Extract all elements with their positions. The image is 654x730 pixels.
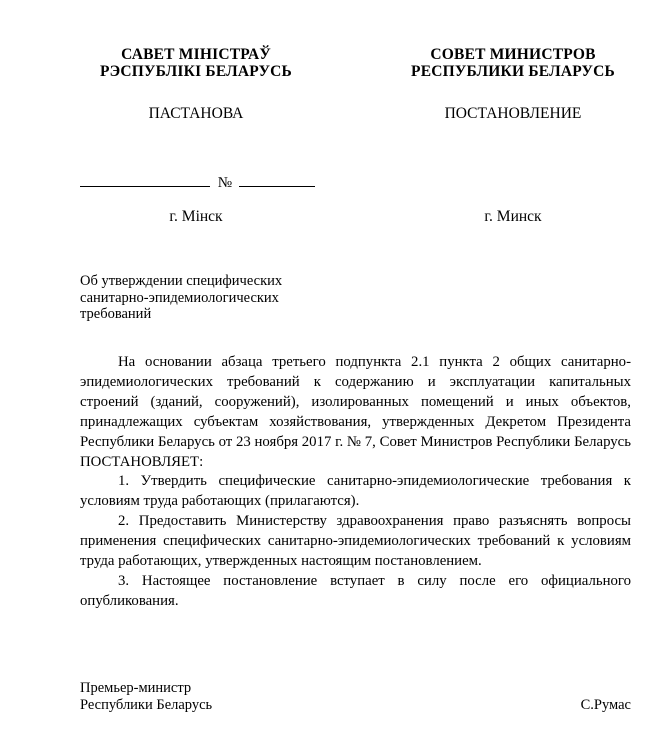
subject-line3: требований — [80, 306, 152, 322]
header-org-left-line1: САВЕТ МІНІСТРАЎ — [121, 46, 271, 63]
paragraph-item-3: 3. Настоящее постановление вступает в силу после его официального опубликования. — [80, 572, 631, 609]
number-sign: № — [217, 175, 233, 191]
subject-line1: Об утверждении специфических — [80, 273, 283, 289]
paragraph-intro: На основании абзаца третьего подпункта 2.1 пункта 2 общих санитарно-эпидемиологических требований к содержанию и эксплуатации капитальных строений (зданий, сооружений), изолированных помещений и иных объектов, принадлежащих субъектам хозяйствования, утвержденных Декретом Президента Республики Беларусь от 23 ноября 2017 г. № 7, Совет Министров Республики Беларусь ПОСТАНОВЛЯЕТ: — [80, 354, 631, 470]
signature-position-line2: Республики Беларусь — [80, 696, 213, 713]
signature-name: С.Румас — [580, 696, 631, 713]
signature-position-line1: Премьер-министр — [80, 680, 192, 696]
signature-position — [80, 680, 212, 713]
paragraph-item-1: 1. Утвердить специфические санитарно-эпидемиологические требования к условиям труда работающих (прилагаются). — [80, 473, 631, 510]
date-blank — [80, 172, 210, 187]
header-org-left — [80, 46, 312, 80]
date-number-line — [80, 172, 320, 192]
paragraph-item-2: 2. Предоставить Министерству здравоохранения право разъяснять вопросы применения специфических санитарно-эпидемиологических требований к условиям труда работающих, утвержденных настоящим постановлением. — [80, 513, 631, 570]
header-org-left-line2: РЭСПУБЛІКІ БЕЛАРУСЬ — [99, 63, 293, 80]
city-right: г. Минск — [484, 208, 542, 225]
document-subject — [80, 273, 340, 323]
header-org-right — [393, 46, 633, 80]
doc-type-left: ПАСТАНОВА — [148, 105, 244, 122]
document-body — [80, 353, 631, 612]
number-blank — [239, 172, 315, 187]
header-org-right-line2: РЕСПУБЛИКИ БЕЛАРУСЬ — [411, 63, 615, 80]
header-org-right-line1: СОВЕТ МИНИСТРОВ — [430, 46, 596, 63]
doc-type-right: ПОСТАНОВЛЕНИЕ — [444, 105, 582, 122]
subject-line2: санитарно-эпидемиологических — [80, 289, 279, 306]
city-left: г. Мінск — [169, 208, 223, 225]
